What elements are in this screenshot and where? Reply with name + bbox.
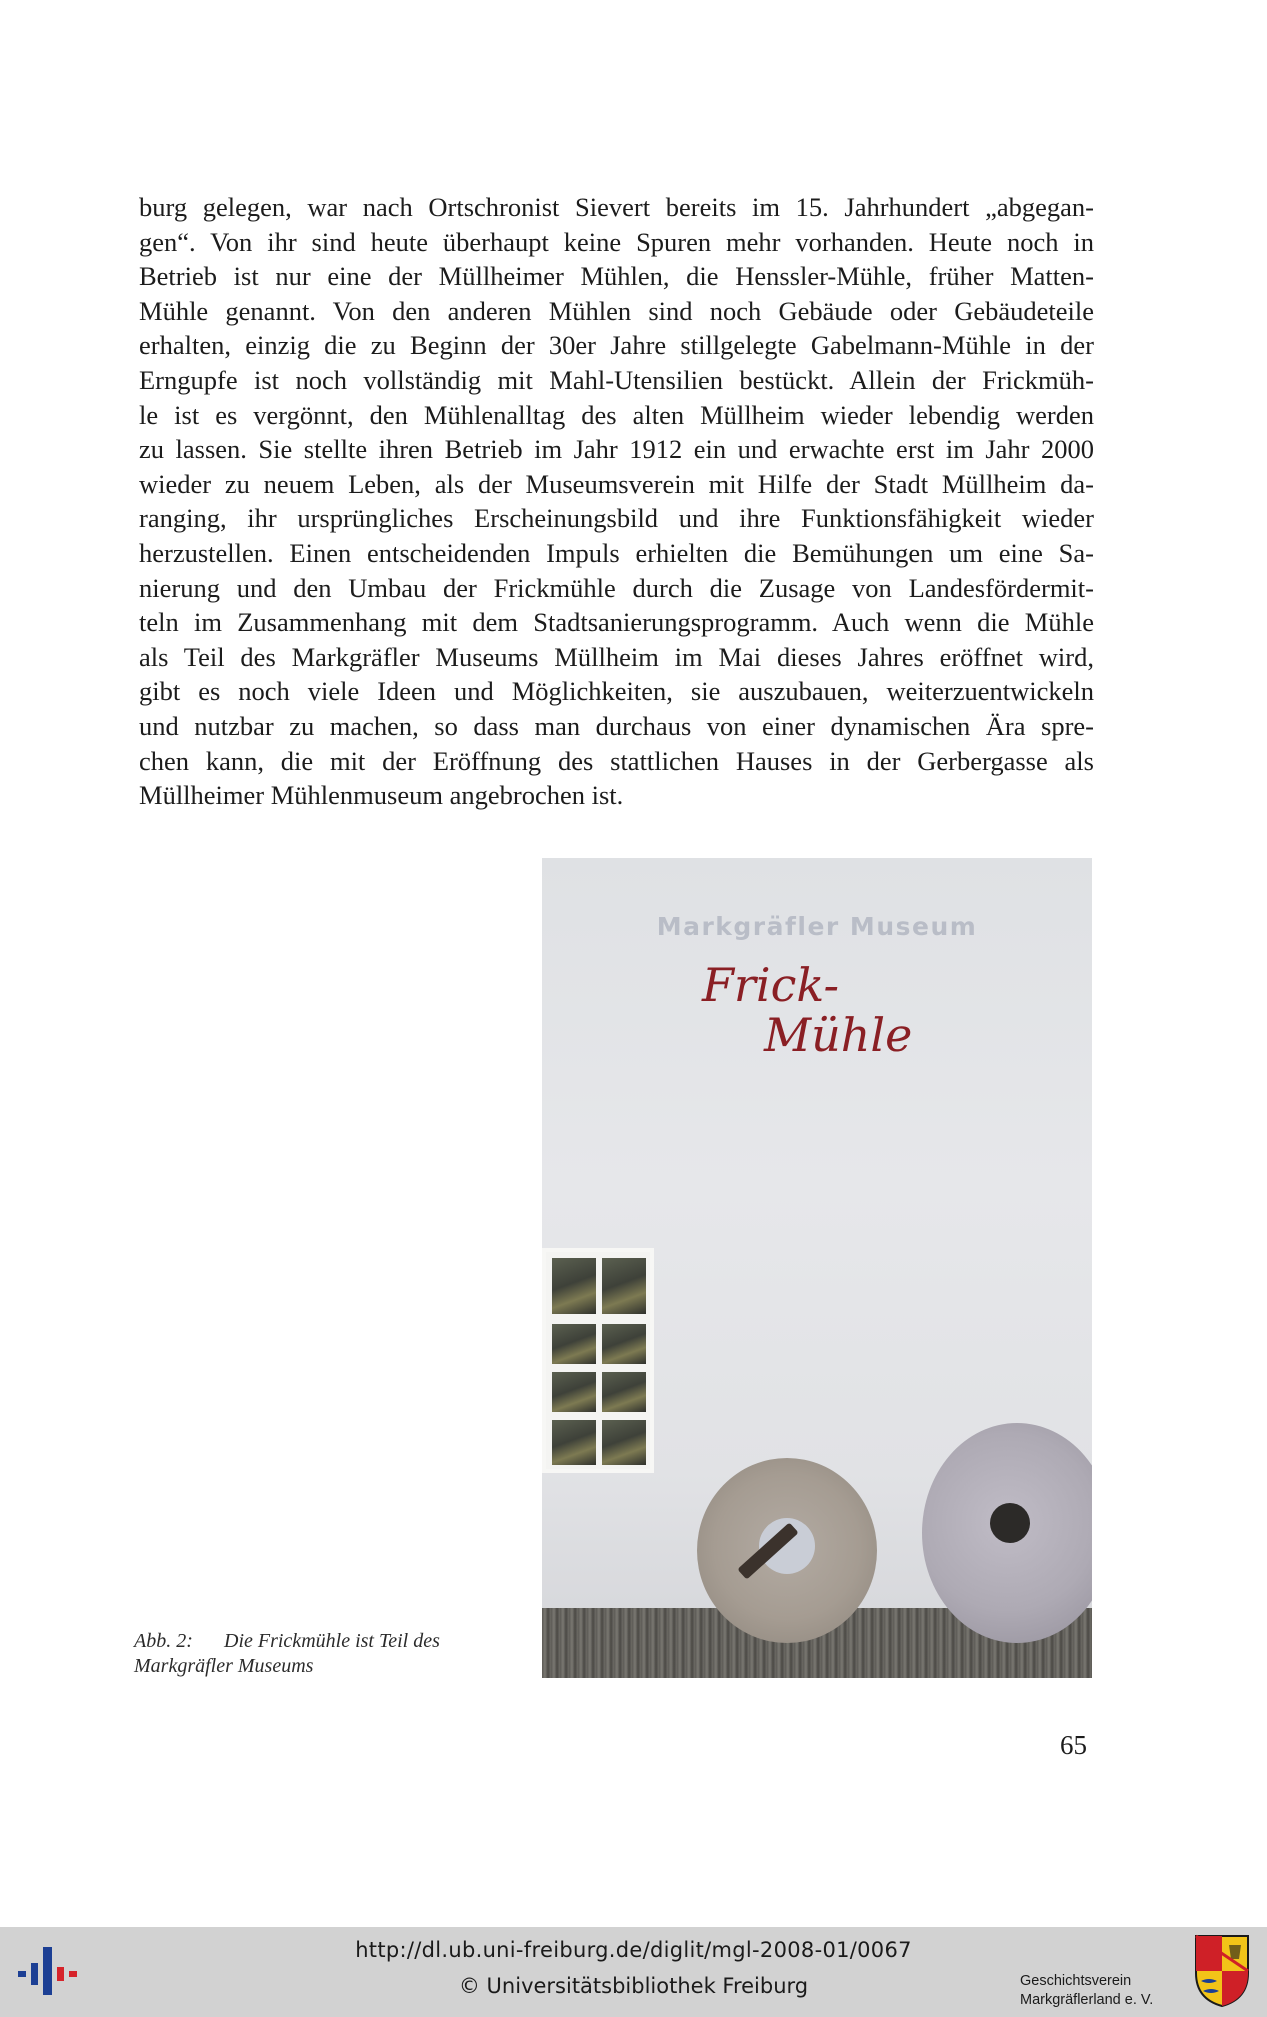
text-line: zu lassen. Sie stellte ihren Betrieb im Jahr 1912 ein und erwachte erst im Jahr 2000 bbox=[139, 434, 1094, 465]
text-line: gen“. Von ihr sind heute überhaupt keine Spuren mehr vorhanden. Heute noch in bbox=[139, 226, 1094, 257]
text-line: erhalten, einzig die zu Beginn der 30er Jahre stillgelegte Gabelmann-Mühle in der bbox=[139, 330, 1094, 361]
text-line: le ist es vergönnt, den Mühlenalltag des alten Müllheim wieder lebendig werden bbox=[139, 399, 1094, 430]
millstone bbox=[697, 1458, 877, 1643]
text-line: Mühle genannt. Von den anderen Mühlen sind noch Gebäude oder Gebäudeteile bbox=[139, 295, 1094, 326]
text-line: teln im Zusammenhang mit dem Stadtsanierungsprogramm. Auch wenn die Mühle bbox=[139, 607, 1094, 638]
society-line2: Markgräflerland e. V. bbox=[1020, 1992, 1154, 2008]
text-line: Betrieb ist nur eine der Müllheimer Mühlen, die Henssler-Mühle, früher Matten- bbox=[139, 261, 1094, 292]
text-line: Erngupfe ist noch vollständig mit Mahl-Utensilien bestückt. Allein der Frickmüh- bbox=[139, 364, 1094, 395]
text-line: burg gelegen, war nach Ortschronist Sievert bereits im 15. Jahrhundert „abgegan- bbox=[139, 192, 1094, 222]
photo-sign-line2: Mühle bbox=[764, 1008, 913, 1062]
text-line: herzustellen. Einen entscheidenden Impuls erhielten die Bemühungen um eine Sa- bbox=[139, 537, 1094, 568]
page-number: 65 bbox=[1060, 1730, 1087, 1760]
figure-caption bbox=[134, 1629, 504, 1679]
text-line: nierung und den Umbau der Frickmühle durch die Zusage von Landesfördermit- bbox=[139, 572, 1094, 603]
caption-text-line2: Markgräfler Museums bbox=[134, 1655, 314, 1677]
photo-sign-museum: Markgräfler Museum bbox=[656, 912, 978, 941]
caption-text-line1: Die Frickmühle ist Teil des bbox=[224, 1630, 440, 1652]
body-text bbox=[139, 190, 1094, 813]
caption-label: Abb. 2: bbox=[134, 1630, 193, 1652]
text-line: Müllheimer Mühlenmuseum angebrochen ist. bbox=[139, 780, 624, 811]
society-line1: Geschichtsverein bbox=[1020, 1973, 1132, 1989]
text-line: ranging, ihr ursprüngliches Erscheinungsbild und ihre Funktionsfähigkeit wieder bbox=[139, 503, 1094, 534]
footer-society bbox=[1020, 1972, 1180, 2010]
text-line: und nutzbar zu machen, so dass man durchaus von einer dynamischen Ära spre- bbox=[139, 710, 1094, 741]
footer-bar bbox=[0, 1927, 1267, 2017]
photo-window bbox=[542, 1248, 654, 1473]
figure-photo bbox=[542, 858, 1092, 1678]
text-line: chen kann, die mit der Eröffnung des stattlichen Hauses in der Gerbergasse als bbox=[139, 745, 1094, 776]
text-line: gibt es noch viele Ideen und Möglichkeiten, sie auszubauen, weiterzuentwickeln bbox=[139, 676, 1094, 707]
footer-copyright: © Universitätsbibliothek Freiburg bbox=[458, 1974, 809, 1998]
photo-sign-line1: Frick- bbox=[702, 958, 839, 1012]
footer-url-link[interactable]: http://dl.ub.uni-freiburg.de/diglit/mgl-2008-01/0067 bbox=[355, 1938, 912, 1962]
society-crest-icon[interactable] bbox=[1193, 1933, 1251, 2009]
text-line: wieder zu neuem Leben, als der Museumsverein mit Hilfe der Stadt Müllheim da- bbox=[139, 468, 1094, 499]
text-line: als Teil des Markgräfler Museums Müllheim im Mai dieses Jahres eröffnet wird, bbox=[139, 641, 1094, 672]
